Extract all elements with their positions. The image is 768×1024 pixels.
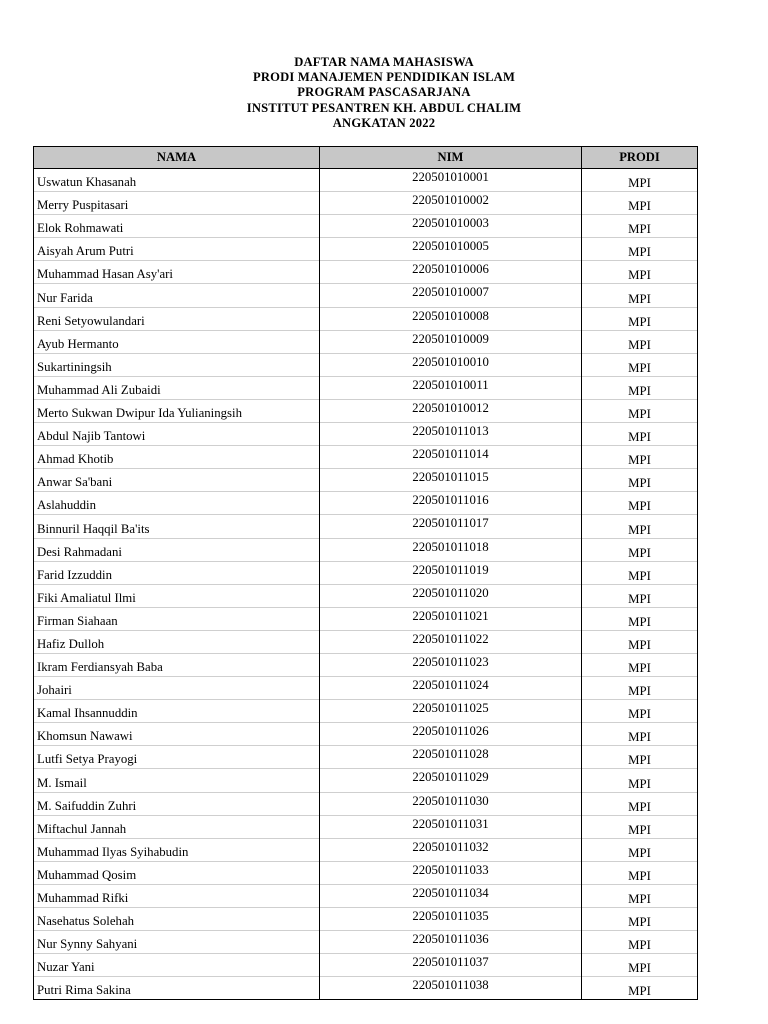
student-name-cell: Ayub Hermanto xyxy=(34,330,320,353)
student-nim-cell: 220501010005 xyxy=(320,238,582,261)
student-name-cell: Aisyah Arum Putri xyxy=(34,238,320,261)
table-row xyxy=(34,307,698,330)
student-prodi-cell: MPI xyxy=(582,515,698,538)
student-nim-cell: 220501010010 xyxy=(320,353,582,376)
student-name-cell: Kamal Ihsannuddin xyxy=(34,700,320,723)
student-nim-cell: 220501010012 xyxy=(320,399,582,422)
document-header xyxy=(0,55,768,131)
table-row xyxy=(34,908,698,931)
student-name-cell: Abdul Najib Tantowi xyxy=(34,423,320,446)
student-prodi-cell: MPI xyxy=(582,423,698,446)
student-prodi-cell: MPI xyxy=(582,215,698,238)
table-row xyxy=(34,700,698,723)
student-nim-cell: 220501011023 xyxy=(320,653,582,676)
table-row xyxy=(34,931,698,954)
student-nim-cell: 220501011032 xyxy=(320,838,582,861)
table-row xyxy=(34,977,698,1000)
table-row xyxy=(34,330,698,353)
table-row xyxy=(34,284,698,307)
table-row xyxy=(34,353,698,376)
student-name-cell: M. Saifuddin Zuhri xyxy=(34,792,320,815)
student-nim-cell: 220501011019 xyxy=(320,561,582,584)
student-nim-cell: 220501010007 xyxy=(320,284,582,307)
table-row xyxy=(34,446,698,469)
student-nim-cell: 220501011024 xyxy=(320,677,582,700)
student-prodi-cell: MPI xyxy=(582,607,698,630)
student-name-cell: Sukartiningsih xyxy=(34,353,320,376)
student-nim-cell: 220501011028 xyxy=(320,746,582,769)
student-prodi-cell: MPI xyxy=(582,769,698,792)
student-prodi-cell: MPI xyxy=(582,446,698,469)
institute-line: INSTITUT PESANTREN KH. ABDUL CHALIM xyxy=(246,100,522,115)
table-row xyxy=(34,261,698,284)
student-name-cell: Merry Puspitasari xyxy=(34,192,320,215)
table-row xyxy=(34,423,698,446)
document-title: DAFTAR NAMA MAHASISWA xyxy=(294,55,474,69)
table-row xyxy=(34,492,698,515)
student-nim-cell: 220501010003 xyxy=(320,215,582,238)
student-prodi-cell: MPI xyxy=(582,977,698,1000)
table-row xyxy=(34,884,698,907)
student-nim-cell: 220501011013 xyxy=(320,423,582,446)
table-row xyxy=(34,515,698,538)
student-name-cell: M. Ismail xyxy=(34,769,320,792)
table-row xyxy=(34,584,698,607)
table-row xyxy=(34,723,698,746)
student-name-cell: Putri Rima Sakina xyxy=(34,977,320,1000)
table-row xyxy=(34,561,698,584)
student-name-cell: Merto Sukwan Dwipur Ida Yulianingsih xyxy=(34,399,320,422)
student-name-cell: Muhammad Ali Zubaidi xyxy=(34,376,320,399)
student-prodi-cell: MPI xyxy=(582,792,698,815)
table-row xyxy=(34,607,698,630)
table-header-row xyxy=(34,147,698,169)
student-nim-cell: 220501011033 xyxy=(320,861,582,884)
student-prodi-cell: MPI xyxy=(582,330,698,353)
table-row xyxy=(34,469,698,492)
student-prodi-cell: MPI xyxy=(582,700,698,723)
student-prodi-cell: MPI xyxy=(582,353,698,376)
column-header-nim: NIM xyxy=(320,147,582,169)
student-name-cell: Lutfi Setya Prayogi xyxy=(34,746,320,769)
student-prodi-cell: MPI xyxy=(582,469,698,492)
table-row xyxy=(34,238,698,261)
student-prodi-cell: MPI xyxy=(582,169,698,192)
column-header-prodi: PRODI xyxy=(582,147,698,169)
table-row xyxy=(34,838,698,861)
student-prodi-cell: MPI xyxy=(582,538,698,561)
student-prodi-cell: MPI xyxy=(582,307,698,330)
student-name-cell: Ikram Ferdiansyah Baba xyxy=(34,653,320,676)
student-prodi-cell: MPI xyxy=(582,723,698,746)
program-study-line: PRODI MANAJEMEN PENDIDIKAN ISLAM xyxy=(252,70,516,85)
student-nim-cell: 220501010011 xyxy=(320,376,582,399)
student-name-cell: Farid Izzuddin xyxy=(34,561,320,584)
student-nim-cell: 220501011035 xyxy=(320,908,582,931)
student-prodi-cell: MPI xyxy=(582,838,698,861)
student-nim-cell: 220501010009 xyxy=(320,330,582,353)
table-row xyxy=(34,653,698,676)
student-prodi-cell: MPI xyxy=(582,954,698,977)
student-name-cell: Khomsun Nawawi xyxy=(34,723,320,746)
student-prodi-cell: MPI xyxy=(582,492,698,515)
student-name-cell: Muhammad Ilyas Syihabudin xyxy=(34,838,320,861)
student-prodi-cell: MPI xyxy=(582,677,698,700)
table-row xyxy=(34,954,698,977)
student-prodi-cell: MPI xyxy=(582,192,698,215)
student-prodi-cell: MPI xyxy=(582,284,698,307)
student-name-cell: Nuzar Yani xyxy=(34,954,320,977)
student-name-cell: Fiki Amaliatul Ilmi xyxy=(34,584,320,607)
student-nim-cell: 220501010006 xyxy=(320,261,582,284)
table-row xyxy=(34,746,698,769)
student-name-cell: Anwar Sa'bani xyxy=(34,469,320,492)
student-name-cell: Elok Rohmawati xyxy=(34,215,320,238)
student-nim-cell: 220501010001 xyxy=(320,169,582,192)
table-row xyxy=(34,376,698,399)
table-row xyxy=(34,538,698,561)
student-prodi-cell: MPI xyxy=(582,653,698,676)
student-prodi-cell: MPI xyxy=(582,584,698,607)
student-nim-cell: 220501011017 xyxy=(320,515,582,538)
student-nim-cell: 220501011031 xyxy=(320,815,582,838)
table-body xyxy=(34,169,698,1000)
student-name-cell: Muhammad Hasan Asy'ari xyxy=(34,261,320,284)
table-row xyxy=(34,215,698,238)
student-nim-cell: 220501011018 xyxy=(320,538,582,561)
student-nim-cell: 220501010008 xyxy=(320,307,582,330)
cohort-line: ANGKATAN 2022 xyxy=(332,115,436,130)
student-name-cell: Aslahuddin xyxy=(34,492,320,515)
student-name-cell: Miftachul Jannah xyxy=(34,815,320,838)
student-name-cell: Binnuril Haqqil Ba'its xyxy=(34,515,320,538)
table-row xyxy=(34,630,698,653)
student-name-cell: Uswatun Khasanah xyxy=(34,169,320,192)
student-nim-cell: 220501011015 xyxy=(320,469,582,492)
student-name-cell: Desi Rahmadani xyxy=(34,538,320,561)
table-row xyxy=(34,677,698,700)
student-name-cell: Muhammad Qosim xyxy=(34,861,320,884)
student-nim-cell: 220501011020 xyxy=(320,584,582,607)
student-table xyxy=(33,146,698,1000)
student-prodi-cell: MPI xyxy=(582,376,698,399)
student-prodi-cell: MPI xyxy=(582,931,698,954)
student-name-cell: Firman Siahaan xyxy=(34,607,320,630)
table-row xyxy=(34,769,698,792)
student-prodi-cell: MPI xyxy=(582,399,698,422)
column-header-nama: NAMA xyxy=(34,147,320,169)
student-nim-cell: 220501011022 xyxy=(320,630,582,653)
student-prodi-cell: MPI xyxy=(582,884,698,907)
student-name-cell: Johairi xyxy=(34,677,320,700)
student-nim-cell: 220501011038 xyxy=(320,977,582,1000)
student-name-cell: Hafiz Dulloh xyxy=(34,630,320,653)
student-nim-cell: 220501011025 xyxy=(320,700,582,723)
table-row xyxy=(34,861,698,884)
table-row xyxy=(34,815,698,838)
student-name-cell: Reni Setyowulandari xyxy=(34,307,320,330)
student-prodi-cell: MPI xyxy=(582,261,698,284)
table-row xyxy=(34,399,698,422)
student-nim-cell: 220501011016 xyxy=(320,492,582,515)
graduate-program-line: PROGRAM PASCASARJANA xyxy=(297,85,471,100)
student-nim-cell: 220501011034 xyxy=(320,884,582,907)
student-nim-cell: 220501011021 xyxy=(320,607,582,630)
student-name-cell: Nasehatus Solehah xyxy=(34,908,320,931)
student-prodi-cell: MPI xyxy=(582,861,698,884)
student-name-cell: Muhammad Rifki xyxy=(34,884,320,907)
student-name-cell: Nur Synny Sahyani xyxy=(34,931,320,954)
student-prodi-cell: MPI xyxy=(582,238,698,261)
student-nim-cell: 220501011030 xyxy=(320,792,582,815)
student-prodi-cell: MPI xyxy=(582,630,698,653)
student-prodi-cell: MPI xyxy=(582,908,698,931)
student-nim-cell: 220501010002 xyxy=(320,192,582,215)
student-nim-cell: 220501011014 xyxy=(320,446,582,469)
student-prodi-cell: MPI xyxy=(582,561,698,584)
student-nim-cell: 220501011026 xyxy=(320,723,582,746)
student-name-cell: Ahmad Khotib xyxy=(34,446,320,469)
student-prodi-cell: MPI xyxy=(582,815,698,838)
student-nim-cell: 220501011036 xyxy=(320,931,582,954)
student-name-cell: Nur Farida xyxy=(34,284,320,307)
table-row xyxy=(34,792,698,815)
student-prodi-cell: MPI xyxy=(582,746,698,769)
table-row xyxy=(34,169,698,192)
table-row xyxy=(34,192,698,215)
student-nim-cell: 220501011037 xyxy=(320,954,582,977)
student-nim-cell: 220501011029 xyxy=(320,769,582,792)
